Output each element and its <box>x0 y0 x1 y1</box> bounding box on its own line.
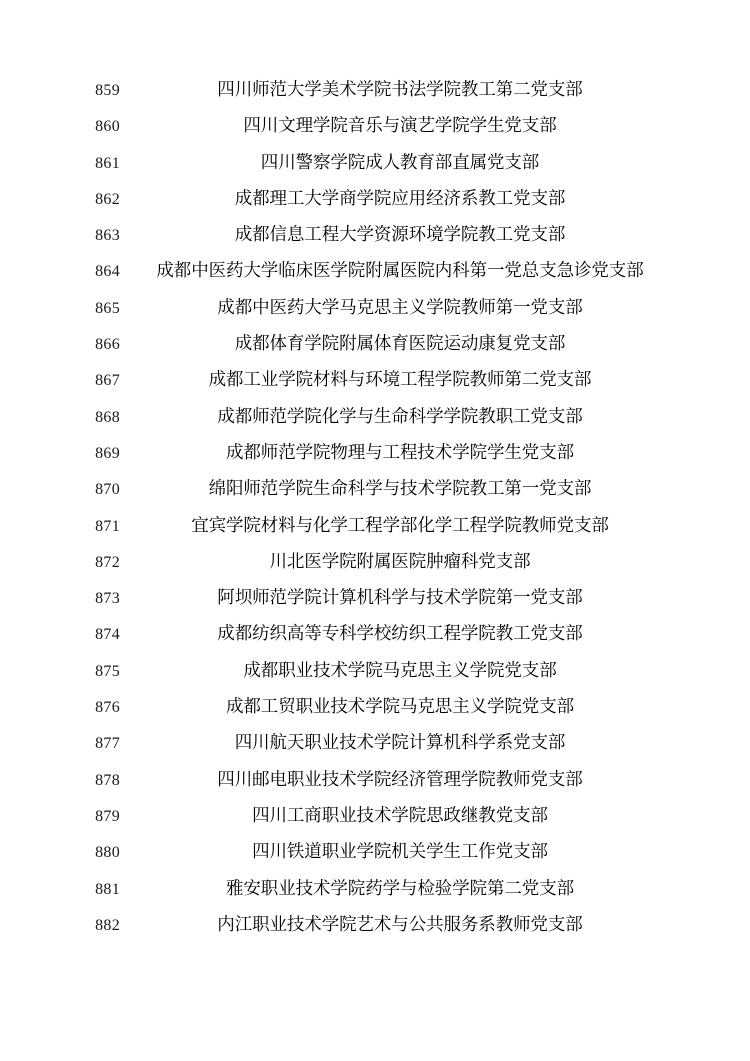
list-item <box>0 406 750 445</box>
list-item-index: 859 <box>95 82 120 99</box>
list-item-name: 成都中医药大学临床医学院附属医院内科第一党总支急诊党支部 <box>156 261 644 282</box>
list-item <box>0 515 750 554</box>
list-item-name: 成都理工大学商学院应用经济系教工党支部 <box>234 188 566 209</box>
list-item-name: 成都职业技术学院马克思主义学院党支部 <box>243 660 557 681</box>
list-item-index: 879 <box>95 807 120 825</box>
list-item-name: 四川航天职业技术学院计算机科学系党支部 <box>234 733 566 754</box>
list-item-index: 867 <box>95 372 120 390</box>
list-item-name: 成都师范学院化学与生命科学学院教职工党支部 <box>217 406 583 427</box>
list-item <box>0 735 750 771</box>
list-item-name: 成都工贸职业技术学院马克思主义学院党支部 <box>226 697 574 718</box>
list-item-index: 875 <box>95 662 120 680</box>
list-item-index: 876 <box>95 699 120 717</box>
list-item-index: 882 <box>95 916 120 934</box>
list-item-name: 成都师范学院物理与工程技术学院学生党支部 <box>226 442 574 463</box>
list-item <box>0 227 750 263</box>
list-item <box>0 626 750 662</box>
list-item-name: 成都工业学院材料与环境工程学院教师第二党支部 <box>208 370 592 391</box>
list-item-index: 870 <box>95 481 120 499</box>
list-item <box>0 551 750 590</box>
list-item <box>0 660 750 699</box>
list-item-name: 成都体育学院附属体育医院运动康复党支部 <box>234 334 566 355</box>
list-item-name: 成都信息工程大学资源环境学院教工党支部 <box>234 225 566 246</box>
list-item-index: 862 <box>95 190 120 208</box>
list-item <box>0 297 750 336</box>
list-item <box>0 769 750 808</box>
list-item-index: 865 <box>95 299 120 317</box>
list-item <box>0 82 750 118</box>
list-item-name: 成都中医药大学马克思主义学院教师第一党支部 <box>217 297 583 318</box>
list-item-index: 877 <box>95 735 120 753</box>
list-item-index: 868 <box>95 408 120 426</box>
list-item-index: 874 <box>95 626 120 644</box>
list-item-index: 881 <box>95 880 120 898</box>
list-item <box>0 590 750 626</box>
list-item <box>0 481 750 517</box>
list-item-name: 成都纺织高等专科学校纺织工程学院教工党支部 <box>217 624 583 645</box>
list-item-index: 861 <box>95 154 120 172</box>
list-item <box>0 699 750 735</box>
list-item-index: 864 <box>95 263 120 281</box>
list-item-name: 绵阳师范学院生命科学与技术学院教工第一党支部 <box>208 479 592 500</box>
list-item <box>0 805 750 844</box>
list-item-name: 四川警察学院成人教育部直属党支部 <box>260 152 540 173</box>
list-item-index: 866 <box>95 336 120 354</box>
list-item <box>0 878 750 917</box>
list-item <box>0 188 750 227</box>
list-item-index: 878 <box>95 771 120 789</box>
list-item <box>0 263 750 299</box>
list-item-name: 雅安职业技术学院药学与检验学院第二党支部 <box>226 878 574 899</box>
list-item <box>0 118 750 154</box>
list-item <box>0 914 750 953</box>
party-branch-list <box>0 82 750 953</box>
list-item-name: 阿坝师范学院计算机科学与技术学院第一党支部 <box>217 588 583 609</box>
list-item-name: 川北医学院附属医院肿瘤科党支部 <box>269 551 531 572</box>
list-item-name: 四川师范大学美术学院书法学院教工第二党支部 <box>217 80 583 100</box>
list-item-name: 四川工商职业技术学院思政继教党支部 <box>252 805 548 826</box>
list-item-index: 869 <box>95 444 120 462</box>
list-item-index: 873 <box>95 590 120 608</box>
list-item-index: 880 <box>95 844 120 862</box>
list-item-index: 872 <box>95 553 120 571</box>
list-item-name: 四川铁道职业学院机关学生工作党支部 <box>252 842 548 863</box>
list-item-index: 871 <box>95 517 120 535</box>
list-item-name: 四川邮电职业技术学院经济管理学院教师党支部 <box>217 769 583 790</box>
list-item-name: 宜宾学院材料与化学工程学部化学工程学院教师党支部 <box>191 515 609 536</box>
list-item-index: 863 <box>95 227 120 245</box>
list-item <box>0 372 750 408</box>
list-item <box>0 442 750 481</box>
list-item-index: 860 <box>95 118 120 136</box>
list-item <box>0 336 750 372</box>
list-item-name: 内江职业技术学院艺术与公共服务系教师党支部 <box>217 914 583 935</box>
list-item-name: 四川文理学院音乐与演艺学院学生党支部 <box>243 116 557 137</box>
list-item <box>0 152 750 191</box>
list-item <box>0 844 750 880</box>
